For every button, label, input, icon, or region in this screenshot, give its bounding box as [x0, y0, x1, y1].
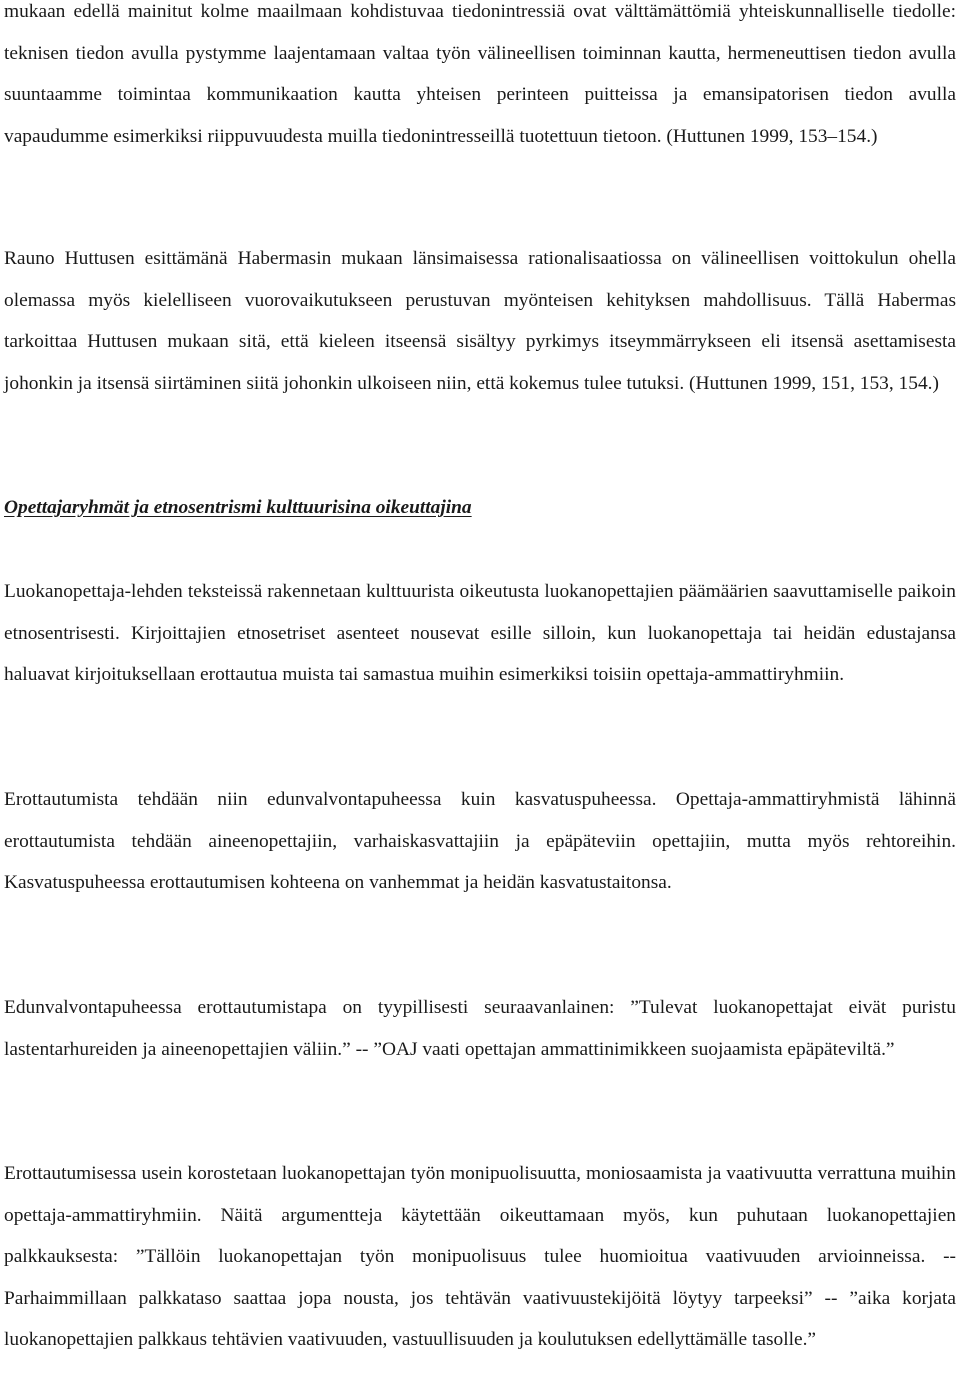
- paragraph-salary-argument: Erottautumisessa usein korostetaan luokanopettajan työn monipuolisuutta, moniosaamista ja vaativuutta verrattuna muihin opettaja-ammattiryhmiin. Näitä argumentteja käytettään oikeuttamaan myös, kun puhutaan luokanopettajien palkkauksesta: ”Tällöin luokanopettajan työn monipuolisuus tulee huomioitua vaativuuden arvioinneissa. -- Parhaimmillaan palkkataso saattaa jopa nousta, jos tehtävän vaativuustekijöitä löytyy tarpeeksi” -- ”aika korjata luokanopettajien palkkaus tehtävien vaativuuden, vastuullisuuden ja koulutuksen edellyttämälle tasolle.”: [4, 1163, 956, 1350]
- paragraph-habermas-interests: mukaan edellä mainitut kolme maailmaan kohdistuvaa tiedonintressiä ovat välttämättömiä yhteiskunnalliselle tiedolle: teknisen tiedon avulla pystymme laajentamaan valtaa työn välineellisen toiminnan kautta, hermeneuttisen tiedon avulla suuntaamme toimintaa kommunikaation kautta yhteisen perinteen puitteissa ja emansipatorisen tiedon avulla vapaudumme esimerkiksi riippuvuudesta muilla tiedonintresseillä tuotettuun tietoon. (Huttunen 1999, 153–154.): [4, 1, 956, 147]
- paragraph-distinction: Erottautumista tehdään niin edunvalvontapuheessa kuin kasvatuspuheessa. Opettaja-ammattiryhmistä lähinnä erottautumista tehdään aineenopettajiin, varhaiskasvattajiin ja epäpäteviin opettajiin, mutta myös rehtoreihin. Kasvatuspuheessa erottautumisen kohteena on vanhemmat ja heidän kasvatustaitonsa.: [4, 789, 956, 893]
- section-heading: Opettajaryhmät ja etnosentrismi kulttuurisina oikeuttajina: [4, 497, 472, 518]
- paragraph-huttunen-rationalisation: Rauno Huttusen esittämänä Habermasin mukaan länsimaisessa rationalisaatiossa on välineellisen voittokulun ohella olemassa myös kielelliseen vuorovaikutukseen perustuvan myönteisen kehityksen mahdollisuus. Tällä Habermas tarkoittaa Huttusen mukaan sitä, että kieleen itseensä sisältyy pyrkimys itseymmärrykseen eli itsensä asettamisesta johonkin ja itsensä siirtäminen siitä johonkin ulkoiseen niin, että kokemus tulee tutuksi. (Huttunen 1999, 151, 153, 154.): [4, 248, 956, 394]
- paragraph-advocacy-examples: Edunvalvontapuheessa erottautumistapa on tyypillisesti seuraavanlainen: ”Tulevat luokanopettajat eivät puristu lastentarhureiden ja aineenopettajien väliin.” -- ”OAJ vaati opettajan ammattinimikkeen suojaamista epäpäteviltä.”: [4, 997, 956, 1060]
- paragraph-ethnocentrism: Luokanopettaja-lehden teksteissä rakennetaan kulttuurista oikeutusta luokanopettajien päämäärien saavuttamiselle paikoin etnosentrisesti. Kirjoittajien etnosetriset asenteet nousevat esille silloin, kun luokanopettaja tai heidän edustajansa haluavat kirjoituksellaan erottautua muista tai samastua muihin esimerkiksi toisiin opettaja-ammattiryhmiin.: [4, 581, 956, 685]
